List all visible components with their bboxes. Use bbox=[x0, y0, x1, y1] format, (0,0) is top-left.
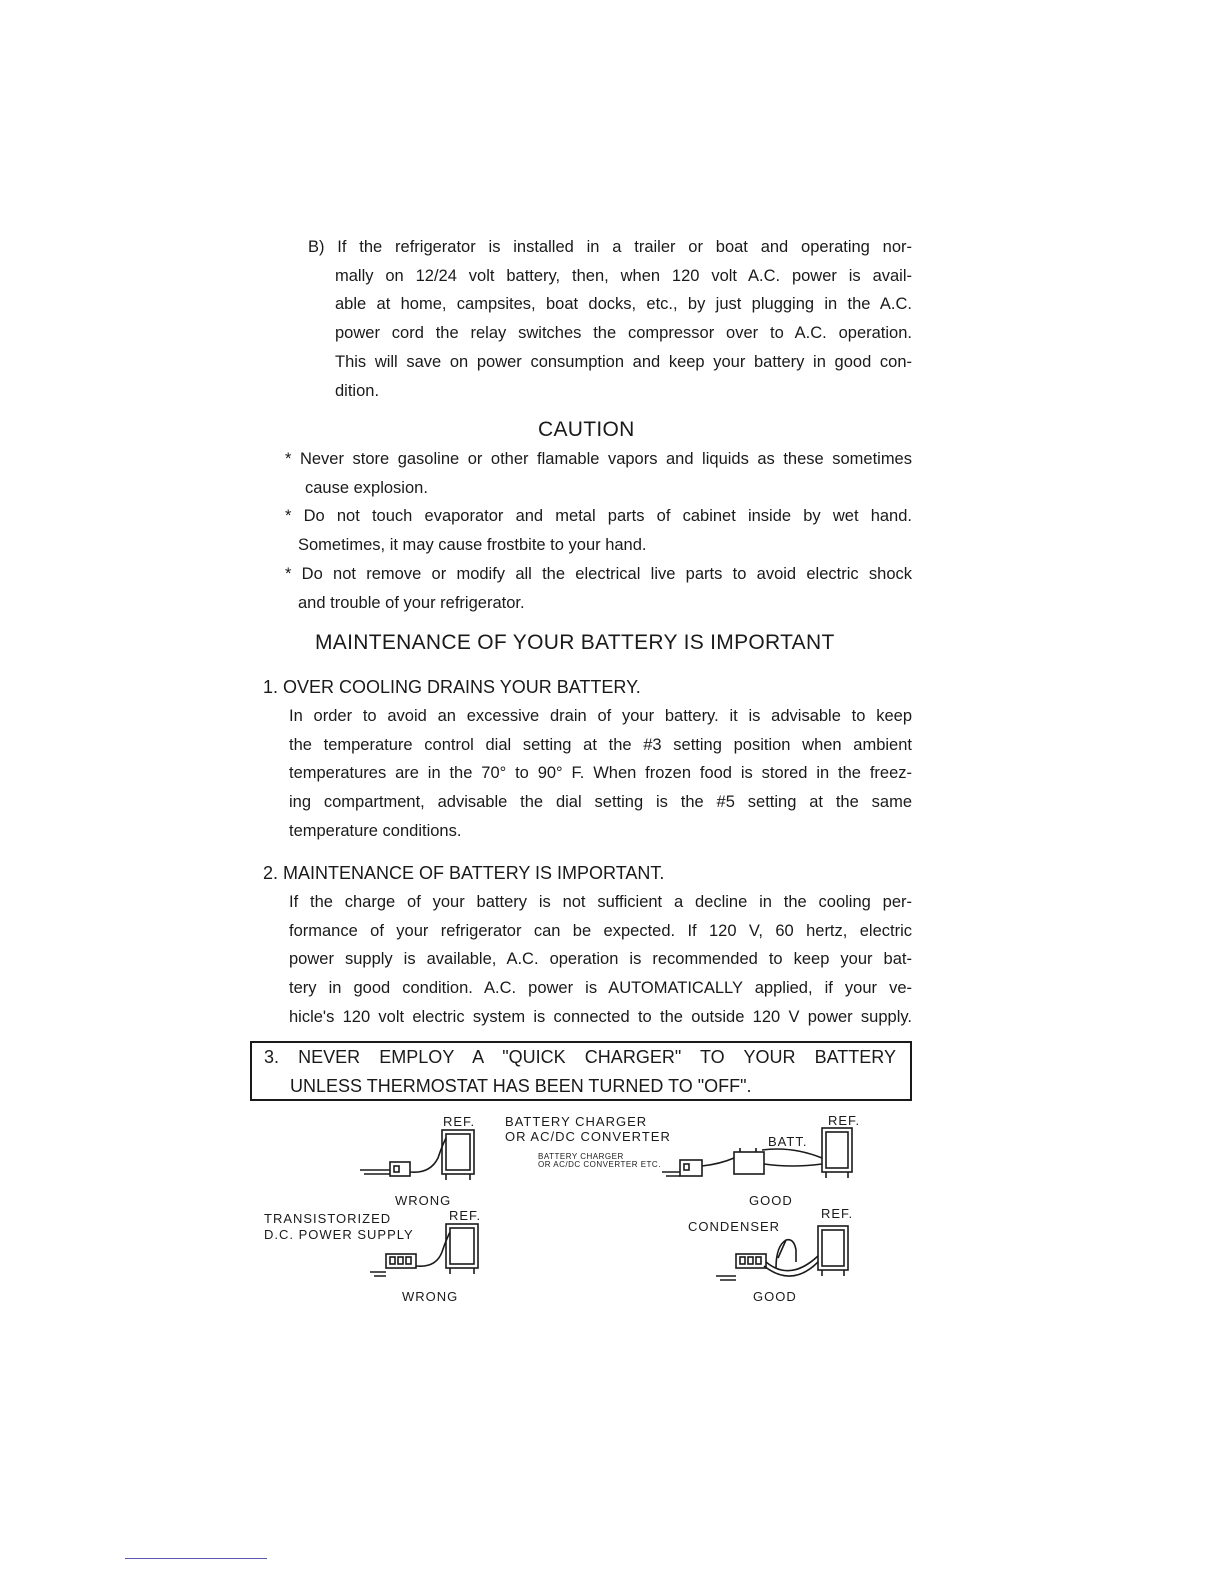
section-2-line: tery in good condition. A.C. power is AUTOMATICALLY applied, if your ve- bbox=[289, 979, 912, 998]
section-3-box bbox=[250, 1041, 912, 1101]
diagram-bottom-right-label: CONDENSER bbox=[688, 1219, 781, 1234]
maintenance-title: MAINTENANCE OF YOUR BATTERY IS IMPORTANT bbox=[315, 631, 835, 654]
diagram-bottom-left-drawing bbox=[370, 1222, 485, 1280]
diagram-top-right-small-label-2: OR AC/DC CONVERTER ETC. bbox=[538, 1160, 661, 1169]
section-b-line: dition. bbox=[335, 381, 380, 400]
section-1-line: temperature conditions. bbox=[289, 821, 462, 840]
diagram-top-left-drawing bbox=[360, 1128, 485, 1188]
section-b-line: B) If the refrigerator is installed in a trailer or boat and operating nor- bbox=[308, 238, 912, 256]
section-b-line: power cord the relay switches the compressor over to A.C. operation. bbox=[335, 324, 912, 343]
section-2-line: If the charge of your battery is not sufficient a decline in the cooling per- bbox=[289, 893, 912, 911]
diagram-top-right-caption: GOOD bbox=[749, 1193, 793, 1208]
section-2-heading: 2. MAINTENANCE OF BATTERY IS IMPORTANT. bbox=[263, 863, 665, 883]
section-b-paragraph bbox=[308, 233, 912, 405]
caution-item-line: * Do not remove or modify all the electrical live parts to avoid electric shock bbox=[285, 564, 912, 583]
condenser-icon bbox=[776, 1240, 796, 1268]
section-2-line: power supply is available, A.C. operation is recommended to keep your bat- bbox=[289, 950, 912, 969]
battery-icon bbox=[734, 1152, 764, 1174]
power-cord bbox=[410, 1138, 446, 1172]
diagram-bottom-right-drawing bbox=[716, 1222, 856, 1284]
section-1-paragraph bbox=[289, 702, 912, 846]
section-b-line: This will save on power consumption and keep your battery in good con- bbox=[335, 352, 912, 371]
power-supply-icon bbox=[390, 1162, 410, 1176]
caution-item-line: * Never store gasoline or other flamable vapors and liquids as these sometimes bbox=[285, 450, 912, 468]
refrigerator-door bbox=[446, 1134, 470, 1170]
diagram-top-right-batt: BATT. bbox=[768, 1134, 808, 1149]
caution-title: CAUTION bbox=[538, 418, 635, 441]
diagram-bottom-right-ref: REF. bbox=[821, 1206, 854, 1221]
diagram-top-right-label-2: OR AC/DC CONVERTER bbox=[505, 1129, 671, 1144]
power-cord bbox=[416, 1232, 450, 1266]
caution-item-line: * Do not touch evaporator and metal parts of cabinet inside by wet hand. bbox=[285, 507, 912, 526]
caution-list bbox=[285, 445, 912, 617]
section-1-line: temperatures are in the 70° to 90° F. When frozen food is stored in the freez- bbox=[289, 764, 912, 783]
section-2-paragraph bbox=[289, 888, 912, 1032]
diagram-top-right-small-label-1: BATTERY CHARGER bbox=[538, 1152, 624, 1161]
diagram-top-right-ref: REF. bbox=[828, 1113, 861, 1128]
section-3-line: 3. NEVER EMPLOY A "QUICK CHARGER" TO YOUR BATTERY bbox=[264, 1047, 896, 1067]
section-3-line: UNLESS THERMOSTAT HAS BEEN TURNED TO "OFF". bbox=[290, 1076, 752, 1096]
caution-item-line: Sometimes, it may cause frostbite to your hand. bbox=[298, 536, 647, 555]
diagram-bottom-left-ref: REF. bbox=[449, 1208, 482, 1223]
diagram-top-right-drawing bbox=[662, 1128, 857, 1190]
caution-item-line: and trouble of your refrigerator. bbox=[298, 593, 525, 612]
section-b-line: mally on 12/24 volt battery, then, when 120 volt A.C. power is avail- bbox=[335, 266, 912, 285]
section-1-heading: 1. OVER COOLING DRAINS YOUR BATTERY. bbox=[263, 677, 641, 697]
caution-item-line: cause explosion. bbox=[305, 478, 428, 497]
section-2-line: formance of your refrigerator can be expected. If 120 V, 60 hertz, electric bbox=[289, 921, 912, 940]
diagram-bottom-left-caption: WRONG bbox=[402, 1289, 459, 1304]
diagram-top-left-ref: REF. bbox=[443, 1114, 476, 1129]
diagram-bottom-left-label-2: D.C. POWER SUPPLY bbox=[264, 1227, 414, 1242]
section-2-line: hicle's 120 volt electric system is connected to the outside 120 V power supply. bbox=[289, 1007, 912, 1026]
diagram-top-left-caption: WRONG bbox=[395, 1193, 452, 1208]
section-1-line: ing compartment, advisable the dial setting is the #5 setting at the same bbox=[289, 793, 912, 812]
charger-cable bbox=[702, 1158, 734, 1166]
section-b-line: able at home, campsites, boat docks, etc., by just plugging in the A.C. bbox=[335, 295, 912, 314]
footnote-rule bbox=[125, 1558, 267, 1559]
battery-cable bbox=[762, 1149, 822, 1158]
diagram-top-right-label-1: BATTERY CHARGER bbox=[505, 1114, 648, 1129]
diagram-bottom-right-caption: GOOD bbox=[753, 1289, 797, 1304]
section-1-line: In order to avoid an excessive drain of your battery. it is advisable to keep bbox=[289, 707, 912, 725]
section-1-line: the temperature control dial setting at the #3 setting position when ambient bbox=[289, 735, 912, 754]
diagram-bottom-left-label-1: TRANSISTORIZED bbox=[264, 1211, 392, 1226]
